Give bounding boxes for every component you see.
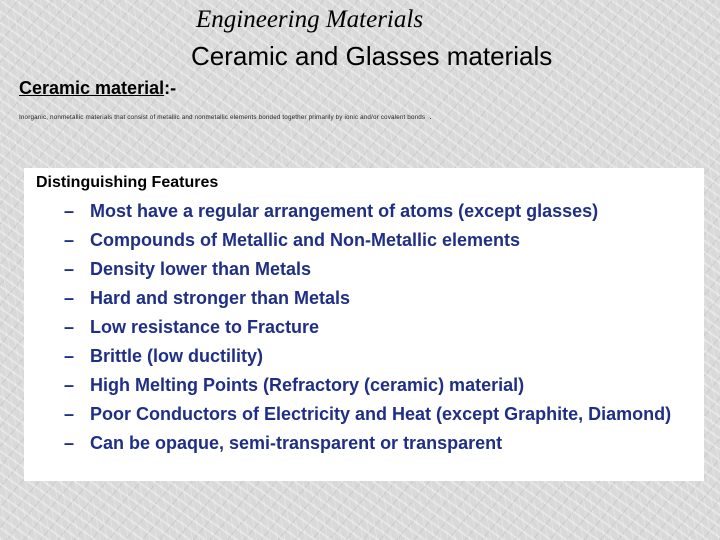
feature-text: Low resistance to Fracture xyxy=(90,317,320,337)
bullet-dash: – xyxy=(64,288,75,308)
list-item xyxy=(24,315,704,339)
bullet-dash: – xyxy=(64,230,75,250)
bullet-dash: – xyxy=(64,375,75,395)
feature-text: Hard and stronger than Metals xyxy=(90,288,351,308)
list-item xyxy=(24,199,704,223)
bullet-dash: – xyxy=(64,259,75,279)
list-item xyxy=(24,402,704,426)
feature-text: Poor Conductors of Electricity and Heat (except Graphite, Diamond) xyxy=(90,404,672,424)
section-heading-suffix: :- xyxy=(164,78,177,98)
section-heading xyxy=(19,78,176,99)
features-heading: Distinguishing Features xyxy=(36,174,219,191)
bullet-dash: – xyxy=(64,346,75,366)
feature-text: Density lower than Metals xyxy=(90,259,312,279)
feature-text: Compounds of Metallic and Non-Metallic elements xyxy=(90,230,521,250)
features-list xyxy=(24,199,704,460)
list-item xyxy=(24,286,704,310)
list-item xyxy=(24,257,704,281)
definition-end: . xyxy=(429,111,432,121)
bullet-dash: – xyxy=(64,201,75,221)
list-item xyxy=(24,431,704,455)
slide-title: Engineering Materials xyxy=(196,6,424,33)
section-heading-label: Ceramic material xyxy=(19,78,165,98)
feature-text: Brittle (low ductility) xyxy=(90,346,263,366)
definition-text xyxy=(19,111,432,121)
list-item xyxy=(24,228,704,252)
slide-subtitle: Ceramic and Glasses materials xyxy=(191,41,553,71)
feature-text: Most have a regular arrangement of atoms (except glasses) xyxy=(90,201,599,221)
bullet-dash: – xyxy=(64,404,75,424)
feature-text: Can be opaque, semi-transparent or transparent xyxy=(90,433,503,453)
bullet-dash: – xyxy=(64,317,75,337)
features-box xyxy=(24,168,704,481)
definition-body: Inorganic, nonmetallic materials that consist of metallic and nonmetallic elements bonded together primarily by ionic and/or covalent bonds xyxy=(19,114,426,121)
bullet-dash: – xyxy=(64,433,75,453)
list-item xyxy=(24,373,704,397)
list-item xyxy=(24,344,704,368)
feature-text: High Melting Points (Refractory (ceramic) material) xyxy=(90,375,525,395)
